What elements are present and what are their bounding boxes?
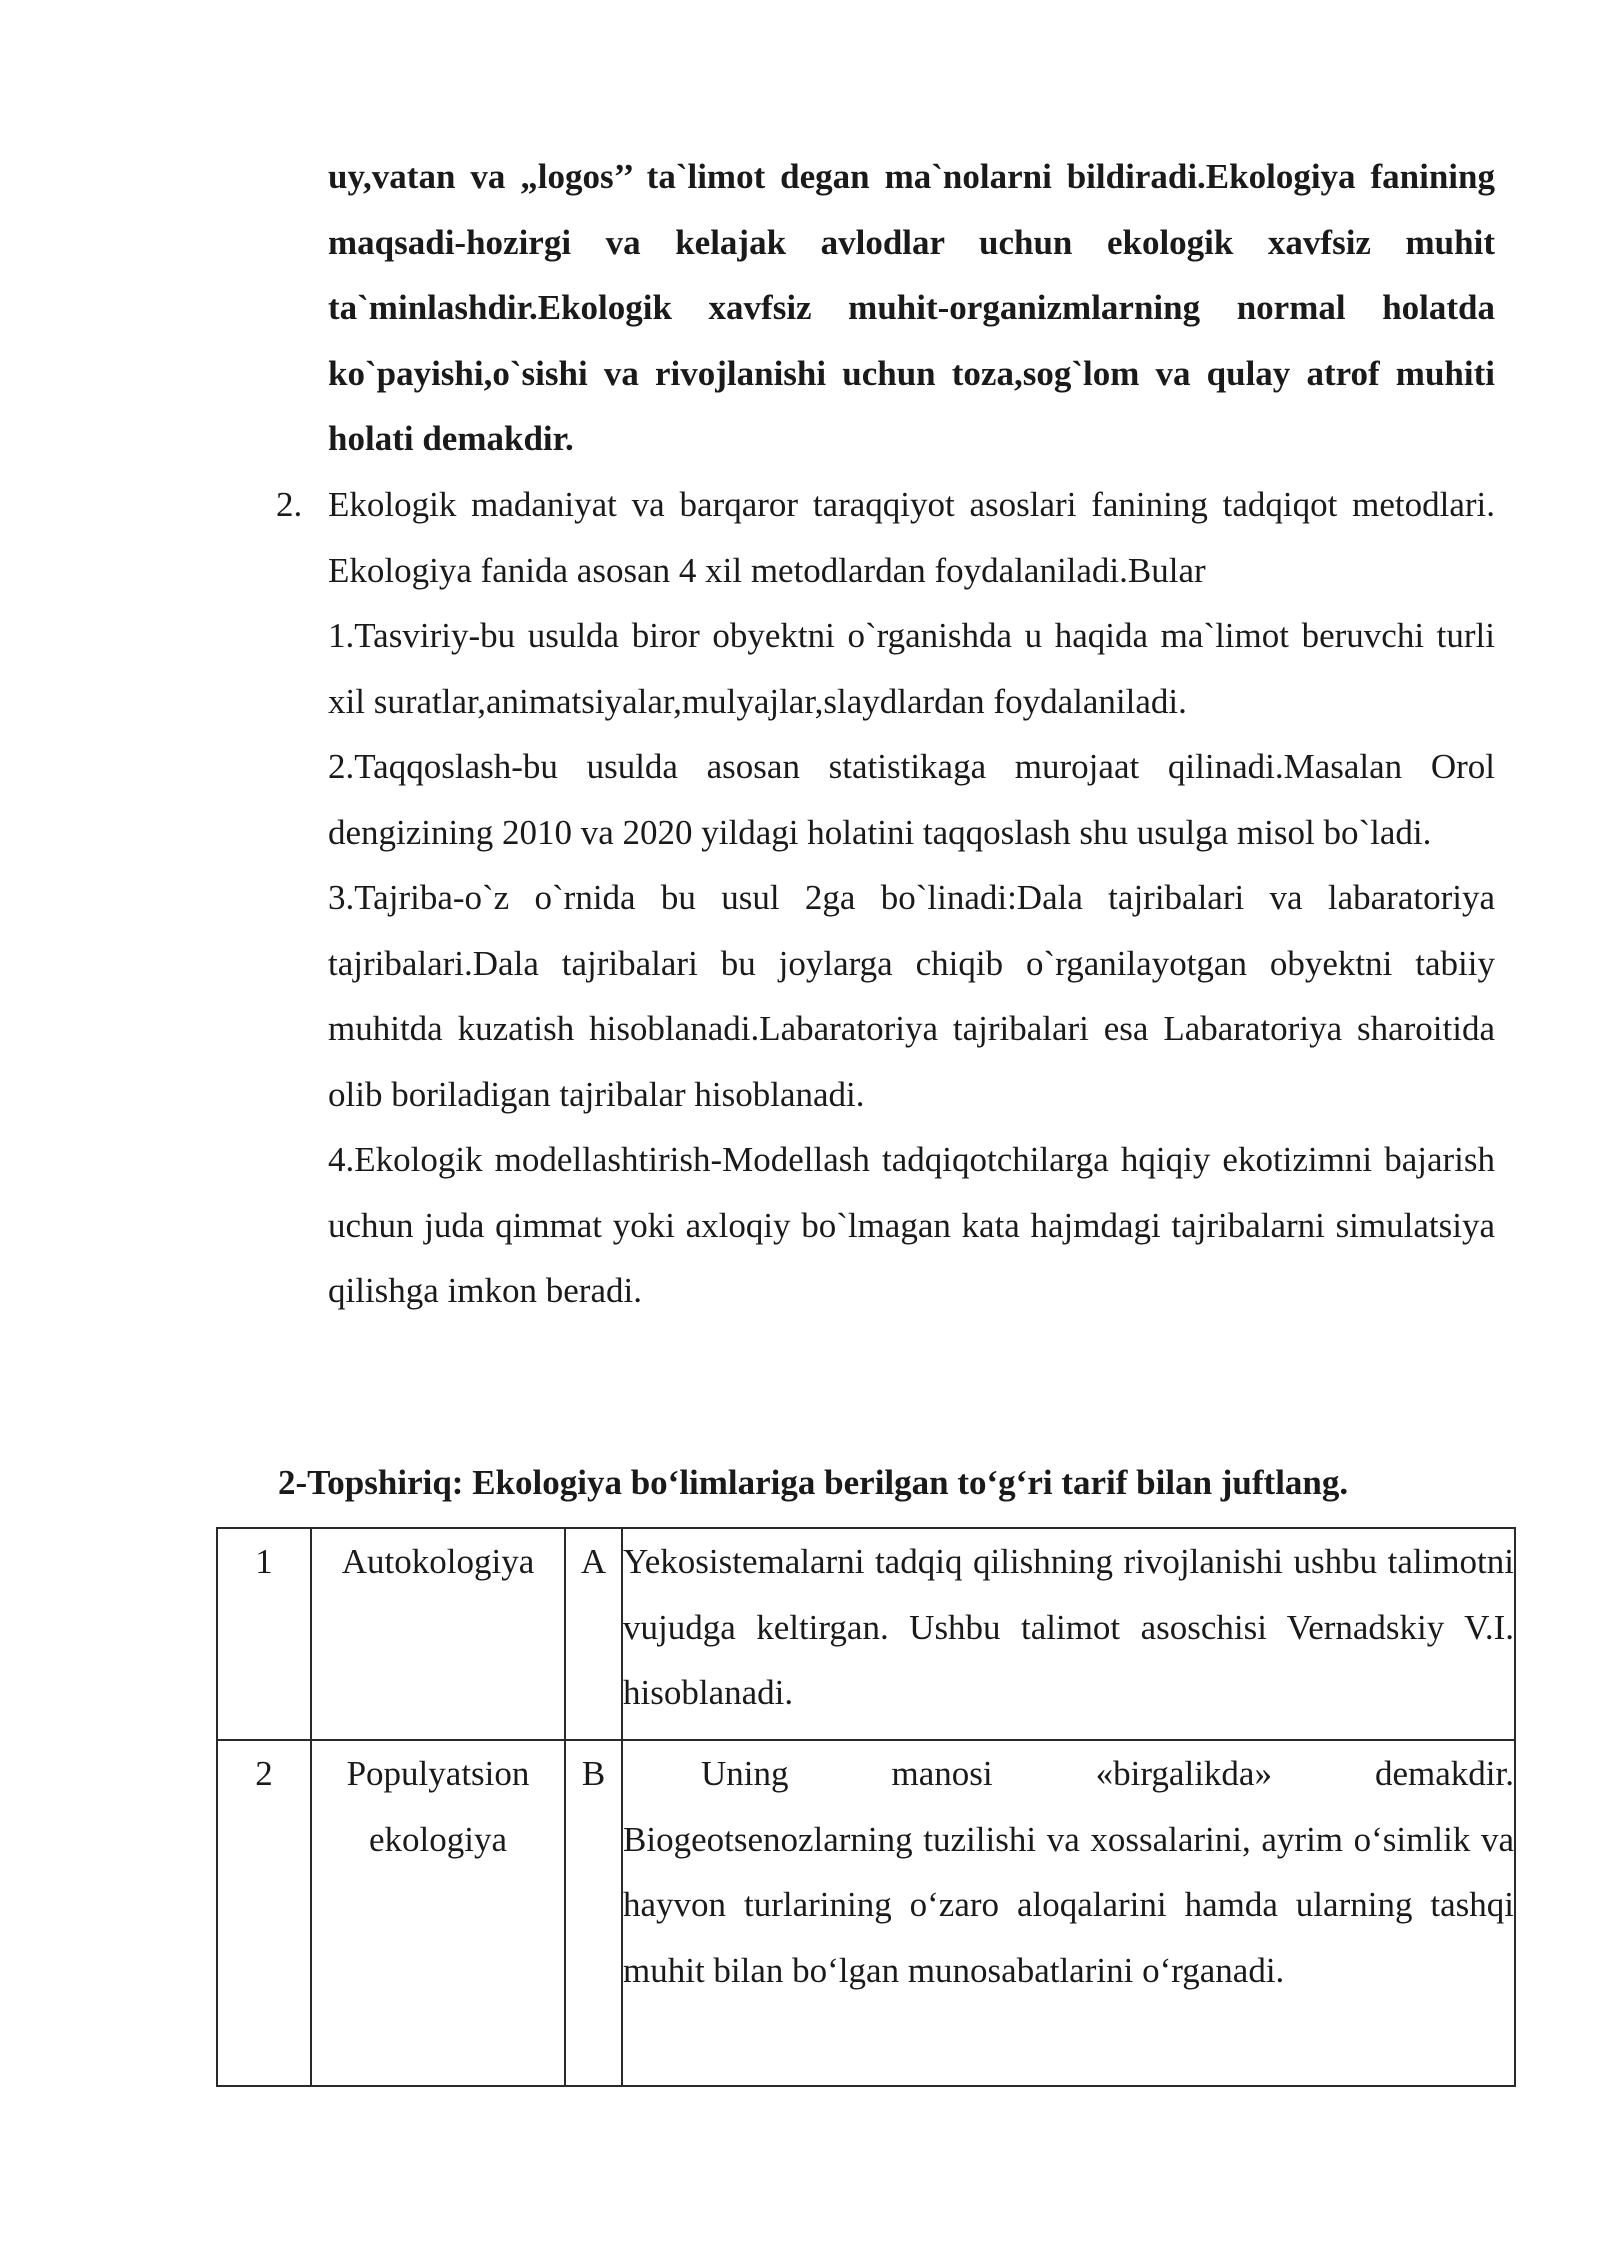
row-term: Autokologiya <box>311 1528 565 1740</box>
methods-intro-paragraph: Ekologik madaniyat va barqaror taraqqiyot asoslari fanining tadqiqot metodlari. Ekologiya fanida asosan 4 xil metodlardan foydalaniladi.Bular <box>328 485 1495 590</box>
row-number: 1 <box>217 1528 311 1740</box>
row-number: 2 <box>217 1740 311 2086</box>
method-comparison-paragraph: 2.Taqqoslash-bu usulda asosan statistikaga murojaat qilinadi.Masalan Orol dengizining 2010 va 2020 yildagi holatini taqqoslash shu usulga misol bo`ladi. <box>328 747 1495 852</box>
row-letter: B <box>565 1740 622 2086</box>
list-item-number: 2. <box>276 485 303 524</box>
row-definition-text: Uning manosi «birgalikda» demakdir. Biogeotsenozlarning tuzilishi va xossalarini, ayrim o‘simlik va hayvon turlarining o‘zaro aloqalarini hamda ularning tashqi muhit bilan bo‘lgan munosabatlarini o‘rganadi. <box>623 1754 1514 1990</box>
list-item-methods <box>328 472 1495 1324</box>
intro-paragraph: uy,vatan va „logos’’ ta`limot degan ma`nolarni bildiradi.Ekologiya fanining maqsadi-hozirgi va kelajak avlodlar uchun ekologik xavfsiz muhit ta`minlashdir.Ekologik xavfsiz muhit-organizmlarning normal holatda ko`payishi,o`sishi va rivojlanishi uchun toza,sog`lom va qulay atrof muhiti holati demakdir. <box>328 157 1495 458</box>
task-heading: 2-Topshiriq: Ekologiya bo‘limlariga berilgan to‘g‘ri tarif bilan juftlang. <box>278 1463 1349 1502</box>
row-term: Populyatsion ekologiya <box>311 1740 565 2086</box>
row-definition <box>622 1740 1515 2086</box>
row-letter: A <box>565 1528 622 1740</box>
row-definition <box>622 1528 1515 1740</box>
method-experiment-paragraph: 3.Tajriba-o`z o`rnida bu usul 2ga bo`linadi:Dala tajribalari va labaratoriya tajribalari.Dala tajribalari bu joylarga chiqib o`rganilayotgan obyektni tabiiy muhitda kuzatish hisoblanadi.Labaratoriya tajribalari esa Labaratoriya sharoitida olib boriladigan tajribalar hisoblanadi. <box>328 878 1495 1114</box>
method-descriptive-paragraph: 1.Tasviriy-bu usulda biror obyektni o`rganishda u haqida ma`limot beruvchi turli xil suratlar,animatsiyalar,mulyajlar,slaydlardan foydalaniladi. <box>328 616 1495 721</box>
matching-table <box>216 1527 1516 2087</box>
table-row <box>217 1740 1515 2086</box>
method-modelling-paragraph: 4.Ekologik modellashtirish-Modellash tadqiqotchilarga hqiqiy ekotizimni bajarish uchun juda qimmat yoki axloqiy bo`lmagan kata hajmdagi tajribalarni simulatsiya qilishga imkon beradi. <box>328 1140 1495 1310</box>
row-definition-text: Yekosistemalarni tadqiq qilishning rivojlanishi ushbu talimotni vujudga keltirgan. Ushbu talimot asoschisi Vernadskiy V.I. hisoblanadi. <box>623 1542 1514 1712</box>
table-row <box>217 1528 1515 1740</box>
